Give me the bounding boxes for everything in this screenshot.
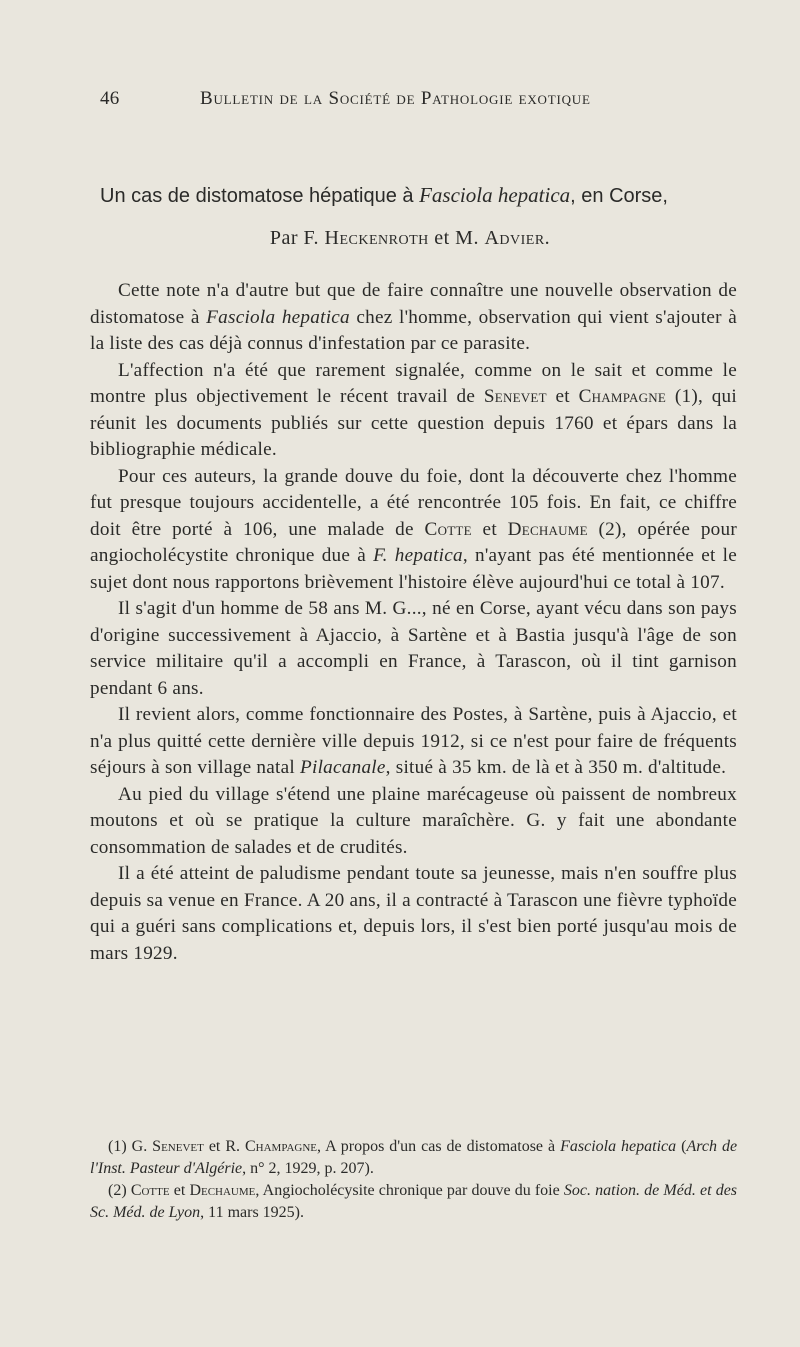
authors-connector: et M. bbox=[428, 227, 485, 249]
article-title bbox=[100, 183, 740, 208]
fn1-paren: ( bbox=[676, 1138, 687, 1155]
fn1-species: Fasciola hepatica bbox=[560, 1138, 677, 1155]
p3-author-1: Cotte bbox=[424, 518, 472, 540]
fn2-connector: et bbox=[169, 1182, 190, 1199]
authors-suffix: . bbox=[544, 227, 551, 249]
footnotes bbox=[90, 1136, 737, 1224]
p2-author-1: Senevet bbox=[483, 386, 547, 407]
paragraph-1 bbox=[90, 278, 737, 358]
p3-text-end: , n'ayant pas été mentionnée et le sujet dont nous rapportons brièvement l'histoire élève aujourd'hui ce total à 107. bbox=[90, 545, 737, 593]
fn1-number: (1) bbox=[108, 1138, 132, 1155]
page-number: 46 bbox=[100, 88, 120, 109]
fn2-title: , Angiocholécysite chronique par douve du foie bbox=[255, 1182, 564, 1199]
p3-species: F. hepatica bbox=[373, 545, 463, 566]
p3-text-mid: (2), opérée pour angiocholécystite chronique due à bbox=[90, 518, 737, 566]
p1-species: Fasciola hepatica bbox=[206, 306, 350, 328]
paragraph-5 bbox=[90, 702, 737, 782]
p5-text-end: , situé à 35 km. de là et à 350 m. d'altitude. bbox=[385, 757, 727, 778]
paragraph-3 bbox=[90, 464, 737, 597]
paragraph-2 bbox=[90, 358, 737, 464]
fn2-number: (2) bbox=[108, 1182, 131, 1199]
p5-text: Il revient alors, comme fonctionnaire des Postes, à Sartène, puis à Ajaccio, et n'a plus quitté cette dernière ville depuis 1912, si ce n'est pour faire de fréquents séjours à son village natal bbox=[90, 704, 737, 778]
p5-place: Pilacanale bbox=[300, 757, 386, 778]
fn2-author-2: Dechaume bbox=[189, 1182, 256, 1199]
footnote-2 bbox=[90, 1180, 737, 1224]
fn2-journal: Soc. nation. de Méd. et des Sc. Méd. de Lyon bbox=[90, 1182, 738, 1221]
p2-author-2: Champagne bbox=[578, 386, 667, 407]
p2-connector: et bbox=[546, 386, 579, 407]
authors-prefix: Par F. bbox=[269, 227, 325, 249]
title-text-end: , en Corse, bbox=[570, 185, 668, 207]
title-text: Un cas de distomatose hépatique à bbox=[100, 185, 420, 207]
fn1-title: , A propos d'un cas de distomatose à bbox=[317, 1138, 561, 1155]
fn1-author-1: G. Senevet bbox=[131, 1138, 204, 1155]
fn1-ref: , n° 2, 1929, p. 207). bbox=[242, 1160, 374, 1177]
footnote-1 bbox=[90, 1136, 737, 1180]
p2-text-end: (1), qui réunit les documents publiés sur cette question depuis 1760 et épars dans la bibliographie médicale. bbox=[90, 386, 737, 460]
p1-text: Cette note n'a d'autre but que de faire connaître une nouvelle observation de distomatose à bbox=[90, 280, 737, 328]
author-1: Heckenroth bbox=[324, 227, 429, 249]
fn1-connector: et bbox=[203, 1138, 226, 1155]
p3-text: Pour ces auteurs, la grande douve du foie, dont la découverte chez l'homme fut presque toujours accidentelle, a été rencontrée 105 fois. En fait, ce chiffre doit être porté à 106, une malade de bbox=[90, 465, 737, 540]
fn1-journal: Arch de l'Inst. Pasteur d'Algérie bbox=[90, 1138, 738, 1177]
p3-connector: et bbox=[471, 518, 508, 540]
paragraph-7: Il a été atteint de paludisme pendant toute sa jeunesse, mais n'en souffre plus depuis sa venue en France. A 20 ans, il a contracté à Tarascon une fièvre typhoïde qui a guéri sans complications et, depuis lors, il s'est bien porté jusqu'au mois de mars 1929. bbox=[90, 863, 737, 964]
p2-text: L'affection n'a été que rarement signalée, comme on le sait et comme le montre plus objectivement le récent travail de bbox=[90, 359, 737, 407]
title-species: Fasciola hepatica bbox=[419, 183, 571, 207]
p1-text-end: chez l'homme, observation qui vient s'ajouter à la liste des cas déjà connus d'infestation par ce parasite. bbox=[90, 306, 737, 354]
p3-author-2: Dechaume bbox=[507, 518, 588, 540]
journal-title: Bulletin de la Société de Pathologie exotique bbox=[200, 88, 591, 109]
fn2-author-1: Cotte bbox=[130, 1182, 170, 1199]
author-2: Advier bbox=[484, 227, 545, 249]
article-body bbox=[90, 278, 737, 967]
paragraph-4: Il s'agit d'un homme de 58 ans M. G..., né en Corse, ayant vécu dans son pays d'origine successivement à Ajaccio, à Sartène et à Bastia jusqu'à l'âge de son service militaire qu'il a accompli en France, à Tarascon, où il tint garnison pendant 6 ans. bbox=[90, 598, 737, 699]
fn1-author-2: R. Champagne bbox=[225, 1138, 317, 1155]
article-authors bbox=[90, 227, 730, 250]
paragraph-6: Au pied du village s'étend une plaine marécageuse où paissent de nombreux moutons et où se pratique la culture maraîchère. G. y fait une abondante consommation de salades et de crudités. bbox=[90, 783, 737, 858]
fn2-ref: , 11 mars 1925). bbox=[200, 1204, 304, 1221]
